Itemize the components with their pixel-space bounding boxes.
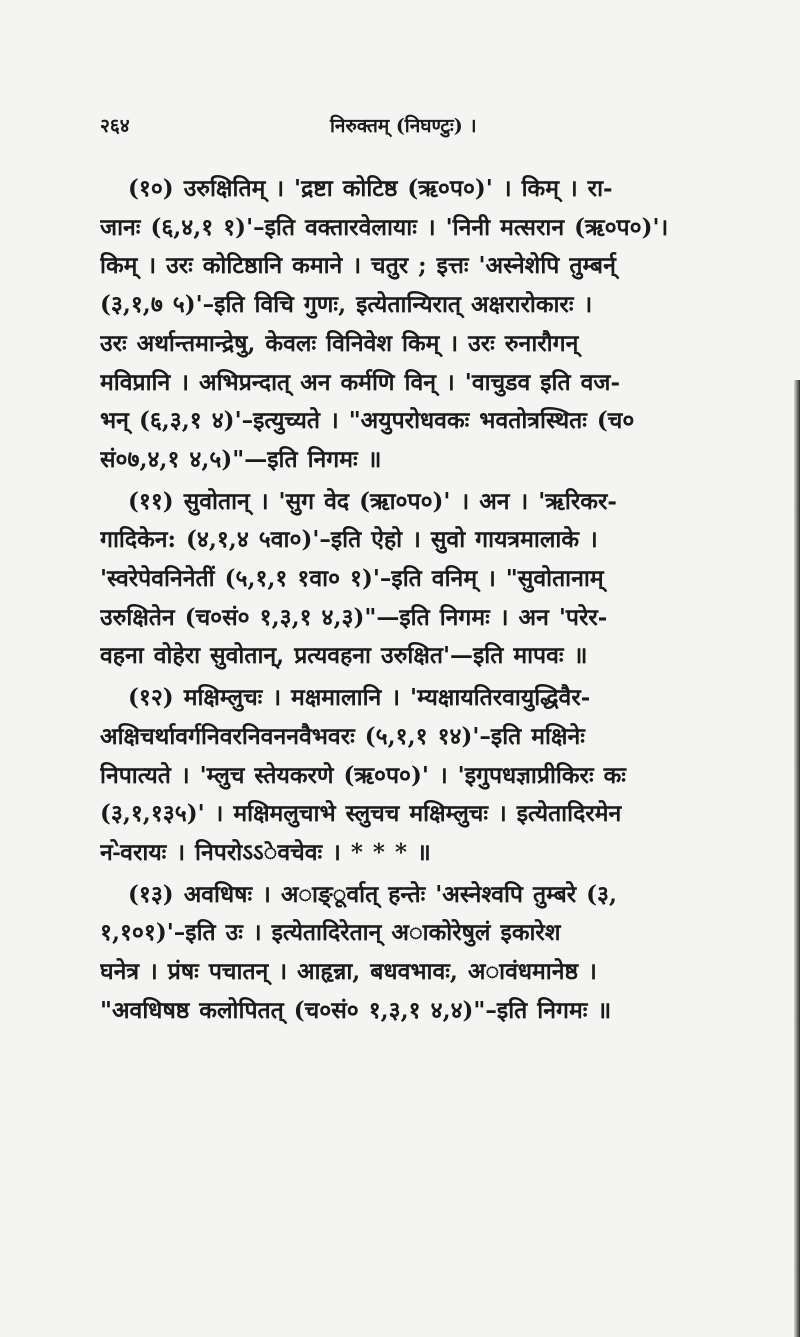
running-title: निरुक्तम् (निघण्टुः) ।	[330, 115, 477, 137]
text-line: (३,१,७ ५)'–इति विचि गुणः, इत्येतान्यिरात् अक्षरारोकारः ।	[100, 291, 593, 319]
text-line: अक्षिचर्थावर्गनिवरनिवननवैभवरः (५,१,१ १४)'–इति मक्षिनेः	[100, 722, 585, 750]
text-line: १,१०१)'–इति उः । इत्येतादिरेतान् अाकोरेषुलं इकारेश	[100, 919, 561, 947]
text-line: भन् (६,३,१ ४)'–इत्युच्यते । "अयुपरोधवकः भवतोत्रस्थितः (च०	[100, 407, 635, 435]
body-text	[100, 170, 744, 1033]
text-line: (१०) उरुक्षितिम् । 'द्रष्टा कोटिष्ठ (ऋ०प०)' । किम् । रा-	[128, 175, 613, 202]
text-line: "अवधिषष्ठ कलोपितत् (च०सं० १,३,१ ४,४)"–इति निगमः ॥	[100, 996, 612, 1024]
paragraph-13	[100, 876, 744, 1031]
text-line: न-ेवरायः । निपरोऽऽेवचेवः । * * * ॥	[100, 838, 431, 866]
text-line: मविप्रानि । अभिप्रन्दात् अन कर्मणि विन् । 'वाचुडव इति वज-	[100, 368, 621, 396]
text-line: निपात्यते । 'म्लुच स्तेयकरणे (ऋ०प०)' । 'इगुपधज्ञाप्रीकिरः कः	[100, 761, 626, 789]
page-number: २६४	[100, 115, 130, 137]
text-line: किम् । उरः कोटिष्ठानि कमाने । चतुर ; इत्तः 'अस्नेशेपि तुम्बर्न्	[100, 252, 616, 280]
page-edge-shadow	[794, 380, 800, 1337]
text-line: गादिकेन: (४,१,४ ५वा०)'–इति ऐहो । सुवो गायत्रमालाके ।	[100, 526, 598, 554]
text-line: उरः अर्थान्तमान्द्रेषु, केवलः विनिवेश किम् । उरः रुनारौगन्	[100, 329, 579, 357]
paragraph-11	[100, 483, 744, 677]
page-header	[100, 112, 744, 142]
text-line: (३,१,१३५)' । मक्षिमलुचाभे स्लुचच मक्षिम्लुचः । इत्येतादिरमेन	[100, 800, 622, 828]
text-line: उरुक्षितेन (च०सं० १,३,१ ४,३)"—इति निगमः । अन 'परेर-	[100, 603, 608, 631]
paragraph-12	[100, 679, 744, 873]
text-line: (१३) अवधिषः । अाङ्ूर्वात् हन्तेः 'अस्नेश्वपि तुम्बरे (३,	[128, 880, 617, 908]
text-line: जानः (६,४,१ १)'–इति वक्तारवेलायाः । 'निनी मत्सरान (ऋ०प०)'।	[100, 213, 669, 241]
text-line: घनेत्र । प्रंषः पचातन् । आहृन्ना, बधवभावः, अावंधमानेष्ठ ।	[100, 958, 597, 986]
text-line: 'स्वरेपेवनिनेतीं (५,१,१ १वा० १)'–इति वनिम् । "सुवोतानाम्	[100, 565, 604, 593]
paragraph-10	[100, 170, 744, 480]
text-line: सं०७,४,१ ४,५)"—इति निगमः ॥	[100, 445, 382, 473]
text-line: (१२) मक्षिम्लुचः । मक्षमालानि । 'म्यक्षायतिरवायुद्धिवैर-	[128, 684, 591, 712]
text-line: वहना वोहेरा सुवोतान्, प्रत्यवहना उरुक्षित'—इति मापवः ॥	[100, 642, 588, 670]
text-line: (११) सुवोतान् । 'सुग वेद (ऋा०प०)' । अन । 'ऋरिकर-	[128, 487, 617, 515]
